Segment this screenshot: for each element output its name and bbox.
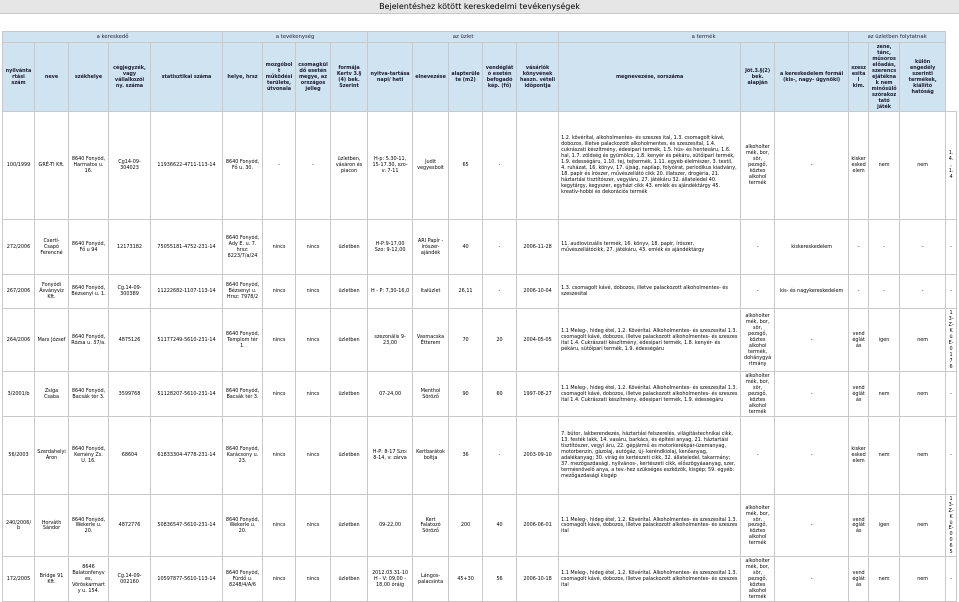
- table-cell: 75055181-4752-231-14: [151, 219, 223, 274]
- table-cell: -: [849, 274, 869, 308]
- table-cell: 56/2003: [3, 416, 35, 494]
- table-cell: 13-Z-KüE-0065: [946, 494, 957, 557]
- table-cell: -: [775, 494, 849, 557]
- table-cell: nincs: [296, 219, 331, 274]
- table-cell: 8640 Fonyód, Wekerle u. 20.: [223, 494, 263, 557]
- table-cell: üzletben: [331, 308, 368, 371]
- table-cell: vendéglátás: [849, 371, 869, 416]
- table-cell: vendéglátás: [849, 557, 869, 602]
- table-cell: 8640 Fonyód, Harmatos u. 16.: [69, 111, 109, 219]
- table-cell: igen: [869, 494, 900, 557]
- table-cell: Csertí-Csapó Ferencné: [35, 219, 69, 274]
- table-cell: ARI Papír - írószer-ajándék: [413, 219, 449, 274]
- table-cell: 60: [483, 371, 517, 416]
- col-name: neve: [35, 43, 69, 112]
- table-cell: 1.1 Meleg-, hideg étel, 1.2. Kövérítal. Alkoholmentes- és szeszesital 1.3. csomagolt kávé, dobozos, illetve palackozott alkoholmentes- és szeszes ital: [559, 557, 741, 602]
- table-cell: Horváth Sándor: [35, 494, 69, 557]
- table-cell: 264/2006: [3, 308, 35, 371]
- table-cell: 11. audiovizuális termék, 16. könyv, 18. papír, írószer, művészellátócikk, 27. játékáru, 43. emlék és ajándéktárgy: [559, 219, 741, 274]
- table-cell: -: [296, 111, 331, 219]
- col-complaint-book: vásárlók könyvének haszn. vételi időpontja: [517, 43, 559, 112]
- table-cell: H-P:9-17,00 Szo: 9-12,00: [368, 219, 413, 274]
- col-company-reg: cégjegyzék, vagy vállalkozói ny. száma: [109, 43, 151, 112]
- table-cell: 68604: [109, 416, 151, 494]
- table-cell: 11936622-4711-113-14: [151, 111, 223, 219]
- table-cell: 8640 Fonyód, Fürdő u. 8248/4/A/6: [223, 557, 263, 602]
- table-cell: -: [946, 416, 957, 494]
- registry-body: [3, 111, 957, 601]
- table-cell: Menthol Söröző: [413, 371, 449, 416]
- table-cell: 7. bútor, lakberendezés, háztartási felszerelés, világítástechnikai cikk, 13. festék lakk, 14. vasáru, barkács, és építési anyag, 21. háztartási tisztítószer, vegyi áru, 22. gépjármű és motorkerékpár-üzemanyag, motorbenzin, gázolaj, autógáz, új- keréndkiolaj, kenőanyag, adalékanyag; 30. virág és kertészeti cikk, 32. állateledel, takarmány; 37. mezőgazdasági, nyilvános-, kertészeti cikk, előszögyáaanyag, szer, termésnövelő anya, a tev.-hez szükséges eszközök, kisgép; 59. egyéb: mezőgazdasági kisgép: [559, 416, 741, 494]
- table-cell: H-p: 5.30-11, 15-17.30, szo- v: 7-11: [368, 111, 413, 219]
- table-cell: 40: [483, 494, 517, 557]
- table-cell: -: [869, 219, 900, 274]
- table-cell: nem: [900, 416, 946, 494]
- table-cell: -: [900, 219, 946, 274]
- table-cell: nem: [900, 371, 946, 416]
- table-cell: 200: [449, 494, 483, 557]
- table-row: [3, 111, 957, 219]
- table-cell: nem: [900, 111, 946, 219]
- col-opening-hours: nyitva-tartása napi/ heti: [368, 43, 413, 112]
- table-cell: 11222682-1107-113-14: [151, 274, 223, 308]
- table-cell: -: [946, 274, 957, 308]
- table-row: [3, 371, 957, 416]
- table-cell: 2004-05-05: [517, 308, 559, 371]
- table-cell: Bridge 91 Kft.: [35, 557, 69, 602]
- table-cell: Vasmacska Étterem: [413, 308, 449, 371]
- table-cell: kis- és nagykereskedelem: [775, 274, 849, 308]
- table-cell: igen: [869, 308, 900, 371]
- table-cell: -: [849, 219, 869, 274]
- table-cell: 8646 Balatonfenyves, Vöröskarmarty u. 154.: [69, 557, 109, 602]
- table-cell: 8640 Fonyód, Fő u 94: [69, 219, 109, 274]
- table-cell: 8640 Fonyód, Bacsák tér 3.: [223, 371, 263, 416]
- table-cell: 8640 Fonyód, Rózsa u. 37/a.: [69, 308, 109, 371]
- table-cell: Cg.14-09-002160: [109, 557, 151, 602]
- col-trade-form: a kereskedelem formái (kis-, nagy- ügynöki): [775, 43, 849, 112]
- table-cell: vendéglátás: [849, 308, 869, 371]
- table-cell: 8640 Fonyód, Kemény Zs. U. 16.: [69, 416, 109, 494]
- col-mail-order: csomagküldő esetén megye, az országos jelleg: [296, 43, 331, 112]
- col-alcohol: szeszesital kim.: [849, 43, 869, 112]
- table-cell: 2006-10-18: [517, 557, 559, 602]
- table-cell: 1.3. csomagolt kávé, dobozos, illetve palackozott alkoholmentes- és szeszesital: [559, 274, 741, 308]
- table-cell: 1.4., 1.4: [946, 111, 957, 219]
- table-cell: 8640 Fonyód, Bézsenyi u. Hrsz: 7978/2: [223, 274, 263, 308]
- table-cell: Zsiga Csaba: [35, 371, 69, 416]
- table-cell: [517, 111, 559, 219]
- table-cell: Szerdahelyi Áron: [35, 416, 69, 494]
- table-cell: nincs: [263, 308, 296, 371]
- table-cell: nem: [900, 557, 946, 602]
- table-cell: 8640 Fonyód, Wekerle u. 20.: [69, 494, 109, 557]
- table-cell: nincs: [296, 308, 331, 371]
- group-operations: az üzletben folytatnak: [849, 32, 946, 43]
- table-cell: kiskereskedelem: [849, 111, 869, 219]
- table-cell: Fonyódi Ásványvíz Kft.: [35, 274, 69, 308]
- table-cell: nincs: [263, 416, 296, 494]
- table-cell: H-P: 8-17 Szo: 8-14, v: zárva: [368, 416, 413, 494]
- table-cell: kiskereskedelem: [775, 219, 849, 274]
- table-cell: 4872776: [109, 494, 151, 557]
- col-location: helye, hrsz: [223, 43, 263, 112]
- table-cell: nem: [900, 494, 946, 557]
- table-cell: 1.2. kövérítal, alkoholmentes- és szeszes ital, 1.3. csomagolt kávé, dobozos, illetve palackozott alkoholmentes, és szeszesital, 1.4. cukrászati készítmény, édesipari termék, 1.5. hús- és hentesáru, 1.6. hal, 1.7. zöldség és gyümölcs, 1.8. kenyér és pékáru, sütőipari termék, 1.9. édességáru, 1.10. tej, tejtermék, 1.11. egyéb élelmiszer, 3. textil, 4. ruházat, 16. könyv, 17. újság, napilap, folyóirat, periodikus kiadvány, 18. papír és írószer, művészellátó cikk 20. illatszer, drogéria, 21. háztartási tisztítószer, vegyiáru, 27. játékáru 32. állateledel 40. kegytárgy, kegyszer, egyházi cikk 43. emlék és ajándéktárgy 45. kreatív-hobbi és dekorációs termék: [559, 111, 741, 219]
- table-cell: alkoholtermék, bor, sör, pezsgő, köztes alkohol termék: [741, 494, 775, 557]
- col-area: alapterülete (m2): [449, 43, 483, 112]
- table-cell: nem: [869, 416, 900, 494]
- table-cell: nincs: [296, 494, 331, 557]
- table-cell: -: [775, 371, 849, 416]
- table-cell: 272/2006: [3, 219, 35, 274]
- table-cell: alkoholtermék, bor, sör, pezsgő, köztes alkohol termék, dohánygyártmány: [741, 308, 775, 371]
- table-cell: üzletben, vásáron és piacon: [331, 111, 368, 219]
- table-cell: -: [775, 111, 849, 219]
- table-cell: -: [741, 219, 775, 274]
- table-cell: 3599768: [109, 371, 151, 416]
- table-cell: -: [483, 416, 517, 494]
- table-cell: 2012.03.31-10 H - V: 09,00 - 18,00 óráig: [368, 557, 413, 602]
- table-cell: 40: [449, 219, 483, 274]
- table-cell: 1.1 Meleg-, hideg étel, 1.2. Kövérítal. Alkoholmentes- és szeszesital 1.3. csomagolt kávé, dobozos, illetve palackozott alkoholmentes- és szeszes ital 1.4. Cukrászati készítmény, édesipari termék, 1.8. kenyér- és pékáru, sütőipari termék, 1.9. édességáru: [559, 308, 741, 371]
- table-cell: Kert Falatozó Söröző: [413, 494, 449, 557]
- table-cell: Italüzlet: [413, 274, 449, 308]
- table-cell: nincs: [263, 494, 296, 557]
- table-cell: 1.1 Meleg-, hideg étel, 1.2. Kövérítal. Alkoholmentes- és szeszesital 1.3. csomagolt kávé, dobozos, illetve palackozott alkoholmentes- és szeszes ital 1.4. Cukrászati készítmény, édesipari termék, 1.9. édességáru: [559, 371, 741, 416]
- table-cell: nincs: [263, 274, 296, 308]
- table-row: [3, 416, 957, 494]
- table-cell: üzletben: [331, 274, 368, 308]
- table-cell: szezonális 9-23,00: [368, 308, 413, 371]
- table-cell: Cg.14-09-300389: [109, 274, 151, 308]
- table-cell: 70: [449, 308, 483, 371]
- col-seat: székhelye: [69, 43, 109, 112]
- table-cell: -: [741, 274, 775, 308]
- table-cell: nincs: [263, 371, 296, 416]
- table-row: [3, 557, 957, 602]
- group-product: a termék: [559, 32, 849, 43]
- table-cell: -: [775, 557, 849, 602]
- table-cell: 36: [449, 416, 483, 494]
- table-cell: -: [483, 219, 517, 274]
- table-cell: üzletben: [331, 494, 368, 557]
- registry-table: [2, 31, 957, 602]
- table-cell: 8640 Fonyód, Templom tér 1.: [223, 308, 263, 371]
- table-cell: 8640 Fonyód, Fő u. 30.: [223, 111, 263, 219]
- table-cell: -: [741, 416, 775, 494]
- table-cell: Lángos-palacsinta: [413, 557, 449, 602]
- table-cell: nincs: [296, 557, 331, 602]
- table-cell: nincs: [296, 416, 331, 494]
- table-cell: Judit vegyesbolt: [413, 111, 449, 219]
- table-cell: nincs: [263, 557, 296, 602]
- col-mobile-route: mozgóbolt működési területe, útvonala: [263, 43, 296, 112]
- table-cell: 100/1999: [3, 111, 35, 219]
- table-cell: -: [900, 274, 946, 308]
- table-cell: -: [946, 557, 957, 602]
- table-cell: 20: [483, 308, 517, 371]
- table-cell: -: [775, 416, 849, 494]
- table-cell: alkoholtermék, bor, sör, pezsgő, köztes alkohol termék: [741, 557, 775, 602]
- table-cell: 56: [483, 557, 517, 602]
- table-cell: 50836547-5610-231-14: [151, 494, 223, 557]
- table-cell: nem: [900, 308, 946, 371]
- table-cell: -: [483, 274, 517, 308]
- col-form: formája Kertv 3.§ (4) bek. Szerint: [331, 43, 368, 112]
- table-cell: alkoholtermék, bor, sör, pezsgő, köztes alkohol termék: [741, 371, 775, 416]
- table-cell: alkoholtermék, bor, sör, pezsgő, köztes alkohol termék: [741, 111, 775, 219]
- table-cell: 61833304-4778-231-14: [151, 416, 223, 494]
- table-cell: üzletben: [331, 557, 368, 602]
- group-merchant: a kereskedő: [3, 32, 223, 43]
- table-cell: nincs: [296, 274, 331, 308]
- table-cell: 2006-10-04: [517, 274, 559, 308]
- table-cell: üzletben: [331, 219, 368, 274]
- col-permits: külön engedély szerinti termékek, kiállító hatóság: [900, 43, 946, 112]
- col-shop-name: elnevezése: [413, 43, 449, 112]
- column-header-row: [3, 43, 957, 112]
- col-stat-number: statisztikai száma: [151, 43, 223, 112]
- col-reg-number: nyilvántartási szám: [3, 43, 35, 112]
- table-cell: 13-Z-KüE-0176: [946, 308, 957, 371]
- table-cell: -: [775, 308, 849, 371]
- table-cell: Kertbarátok boltja: [413, 416, 449, 494]
- table-cell: 2006-11-28: [517, 219, 559, 274]
- table-cell: 3/2001/b: [3, 371, 35, 416]
- table-cell: Marx József: [35, 308, 69, 371]
- table-cell: 10597877-5610-113-14: [151, 557, 223, 602]
- table-cell: üzletben: [331, 416, 368, 494]
- table-row: [3, 219, 957, 274]
- col-capacity: vendéglátó esetén befogadó kép. (fő): [483, 43, 517, 112]
- table-cell: 2006-06-01: [517, 494, 559, 557]
- table-cell: 90: [449, 371, 483, 416]
- table-cell: 51128207-5610-231-14: [151, 371, 223, 416]
- table-cell: H - P: 7,30-16,0: [368, 274, 413, 308]
- table-cell: -: [263, 111, 296, 219]
- table-cell: 267/2006: [3, 274, 35, 308]
- page-title: Bejelentéshez kötött kereskedelmi tevékenységek: [0, 0, 959, 14]
- table-cell: 45+30: [449, 557, 483, 602]
- col-excise: Jöt.3.§(2) bek. alapján: [741, 43, 775, 112]
- table-cell: kiskereskedelem: [849, 416, 869, 494]
- table-cell: 8640 Fonyód, Karácsony u. 23.: [223, 416, 263, 494]
- table-cell: GRÉ-TI Kft.: [35, 111, 69, 219]
- table-cell: 240/2006/b: [3, 494, 35, 557]
- table-cell: vendéglátás: [849, 494, 869, 557]
- table-cell: nem: [869, 557, 900, 602]
- table-cell: 1.1 Meleg-, hideg étel, 1.2. Kövérítal. Alkoholmentes- és szeszesital 1.3. csomagolt kávé, dobozos, illetve palackozott alkoholmentes- és szeszes ital: [559, 494, 741, 557]
- table-cell: 07-24,00: [368, 371, 413, 416]
- table-cell: 2003-09-10: [517, 416, 559, 494]
- table-cell: 65: [449, 111, 483, 219]
- col-entertainment: zene, tánc, műsoros előadás, szerencsejátéknak nem minősülő szórakoztató játék: [869, 43, 900, 112]
- table-cell: nem: [869, 371, 900, 416]
- group-header-row: [3, 32, 957, 43]
- table-cell: -: [483, 111, 517, 219]
- table-cell: 4875126: [109, 308, 151, 371]
- table-cell: 1997-08-27: [517, 371, 559, 416]
- table-cell: 51177249-5610-231-14: [151, 308, 223, 371]
- table-cell: -: [946, 371, 957, 416]
- group-activity: a tevékenység: [223, 32, 368, 43]
- table-cell: 8640 Fonyód, Bacsák tér 3.: [69, 371, 109, 416]
- table-cell: üzletben: [331, 371, 368, 416]
- table-cell: Cg14-09-304023: [109, 111, 151, 219]
- table-cell: 09-22,00: [368, 494, 413, 557]
- table-cell: nincs: [263, 219, 296, 274]
- table-cell: nincs: [296, 371, 331, 416]
- col-product-names: megnevezése, sorszáma: [559, 43, 741, 112]
- table-cell: 26,11: [449, 274, 483, 308]
- table-cell: -: [869, 274, 900, 308]
- table-cell: 8640 Fonyód, Bézsenyi u. 1.: [69, 274, 109, 308]
- table-cell: 8640 Fonyód, Ady E. u. 7. hrsz: 8223/7/a/24: [223, 219, 263, 274]
- table-row: [3, 274, 957, 308]
- table-cell: 12173182: [109, 219, 151, 274]
- table-row: [3, 308, 957, 371]
- table-cell: 172/2005: [3, 557, 35, 602]
- table-cell: -: [946, 219, 957, 274]
- group-shop: az üzlet: [368, 32, 559, 43]
- table-cell: nem: [869, 111, 900, 219]
- table-row: [3, 494, 957, 557]
